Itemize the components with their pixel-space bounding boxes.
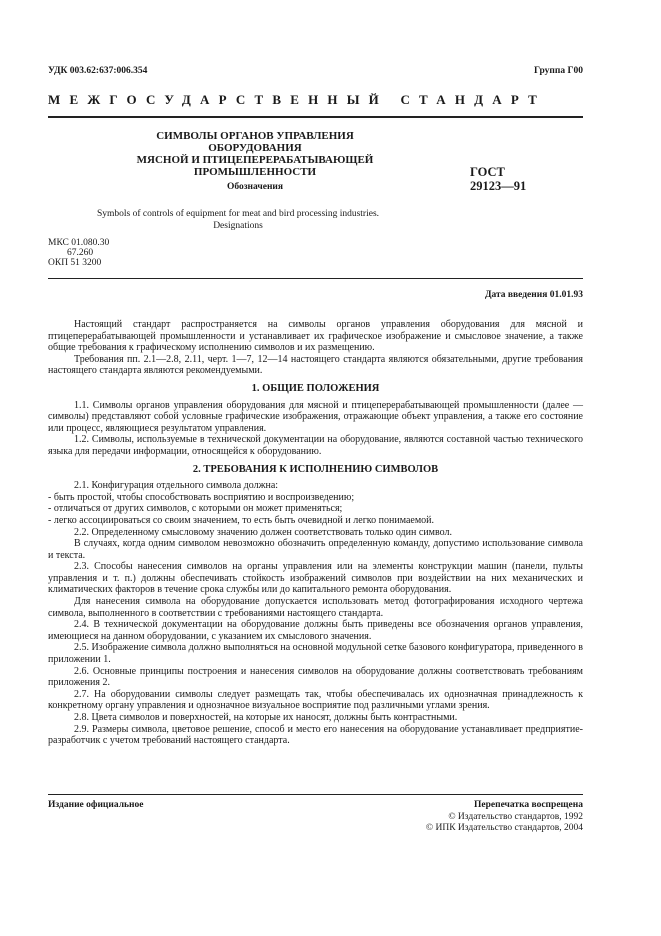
list-item: - быть простой, чтобы способствовать восприятию и воспроизведению; — [48, 491, 355, 503]
english-title-line: Symbols of controls of equipment for meat and bird processing industries. — [96, 209, 380, 219]
clause-paragraph: 2.9. Размеры символа, цветовое решение, способ и место его нанесения на оборудование устанавливает предприятие-разработчик с учетом требований настоящего стандарта. — [48, 723, 583, 747]
clause-paragraph: 2.8. Цвета символов и поверхностей, на которые их наносят, должны быть контрастными. — [74, 712, 458, 723]
intro-paragraph: Настоящий стандарт распространяется на символы органов управления оборудования для мясной и птицеперерабатывающей промышленности и устанавливает их графическое изображение и смысловое значение, а также общие требования к графическому исполнению символов и их размещению. — [48, 319, 583, 354]
title-line: МЯСНОЙ И ПТИЦЕПЕРЕРАБАТЫВАЮЩЕЙ — [136, 154, 374, 166]
footer-notices — [426, 800, 583, 835]
clause-paragraph: 1.1. Символы органов управления оборудования для мясной и птицеперерабатывающей промышленности (далее — символы) представляют собой условные графические изображения, отражающие объект управления, а также его состояние или процесс, являющиеся результатом управления. — [48, 399, 583, 434]
clause-paragraph: 2.5. Изображение символа должно выполняться на основной модульной сетке базового конфигуратора, приведенного в приложении 1. — [48, 642, 583, 666]
clause-paragraph: В случаях, когда одним символом невозможно обозначить определенную команду, допустимо использование символа и текста. — [48, 538, 583, 561]
list-item: - отличаться от других символов, с которыми он может применяться; — [48, 503, 343, 515]
top-rule — [48, 116, 583, 118]
section-heading: 1. ОБЩИЕ ПОЛОЖЕНИЯ — [251, 382, 380, 394]
english-title-line: Designations — [213, 220, 263, 231]
clause-paragraph: 2.6. Основные принципы построения и нанесения символов на оборудование должны соответствовать требованиям приложения 2. — [48, 665, 583, 689]
gost-number: 29123—91 — [470, 179, 527, 193]
okp-code: ОКП 51 3200 — [48, 258, 102, 269]
english-title — [48, 209, 428, 232]
document-title — [120, 130, 390, 178]
intro-paragraph: Требования пп. 2.1—2.8, 2.11, черт. 1—7, 12—14 настоящего стандарта являются обязательными, другие требования настоящего стандарта являются рекомендуемыми. — [48, 353, 583, 377]
clause-paragraph: Для нанесения символа на оборудование допускается использовать метод фотографирования исходного чертежа символа, выполненного в соответствии с требованиями настоящего стандарта. — [48, 596, 583, 619]
list-item: - легко ассоциироваться со своим значением, то есть быть очевидной и легко понимаемой. — [48, 514, 435, 526]
official-edition-label: Издание официальное — [48, 800, 144, 810]
clause-paragraph: 2.3. Способы нанесения символов на органы управления или на элементы конструкции машин (панели, пульты управления и т. п.) должны обеспечивать стойкость изображений символов при воздействии на них механических и климатических факторов в течение срока службы или до капитального ремонта оборудования. — [48, 561, 583, 596]
footer-rule — [48, 794, 583, 795]
copyright-line: © Издательство стандартов, 1992 — [448, 811, 583, 822]
standard-banner: МЕЖГОСУДАРСТВЕННЫЙ СТАНДАРТ — [48, 92, 547, 107]
copyright-line: © ИПК Издательство стандартов, 2004 — [425, 823, 583, 834]
udk-code: УДК 003.62:637:006.354 — [48, 66, 148, 76]
gost-label: ГОСТ — [470, 165, 505, 179]
document-body — [48, 319, 583, 747]
codes-rule — [48, 278, 583, 279]
classification-codes — [48, 238, 109, 269]
clause-paragraph: 2.7. На оборудовании символы следует размещать так, чтобы обеспечивалась их однозначная принадлежность к конкретному органу управления и однозначное визуальное восприятие под различными углами зрения. — [48, 688, 583, 712]
title-line: ПРОМЫШЛЕННОСТИ — [193, 166, 317, 178]
mks-code: 67.260 — [67, 248, 94, 259]
reprint-notice: Перепечатка воспрещена — [473, 800, 583, 810]
clause-paragraph: 1.2. Символы, используемые в технической документации на оборудование, являются составной частью технического языка для передачи информации, относящейся к оборудованию. — [48, 434, 583, 457]
clause-paragraph: 2.2. Определенному смысловому значению должен соответствовать только один символ. — [74, 526, 452, 538]
document-subtitle: Обозначения — [226, 182, 284, 192]
clause-paragraph: 2.1. Конфигурация отдельного символа должна: — [74, 480, 279, 492]
group-code: Группа Г00 — [534, 66, 583, 76]
gost-designation — [470, 165, 526, 193]
section-heading: 2. ТРЕБОВАНИЯ К ИСПОЛНЕНИЮ СИМВОЛОВ — [192, 463, 439, 475]
mks-code: МКС 01.080.30 — [48, 238, 110, 248]
effective-date: Дата введения 01.01.93 — [484, 290, 583, 300]
clause-paragraph: 2.4. В технической документации на оборудование должны быть приведены все обозначения органов управления, имеющиеся на данном оборудовании, с указанием их смыслового значения. — [48, 619, 583, 642]
title-line: СИМВОЛЫ ОРГАНОВ УПРАВЛЕНИЯ ОБОРУДОВАНИЯ — [156, 130, 354, 154]
